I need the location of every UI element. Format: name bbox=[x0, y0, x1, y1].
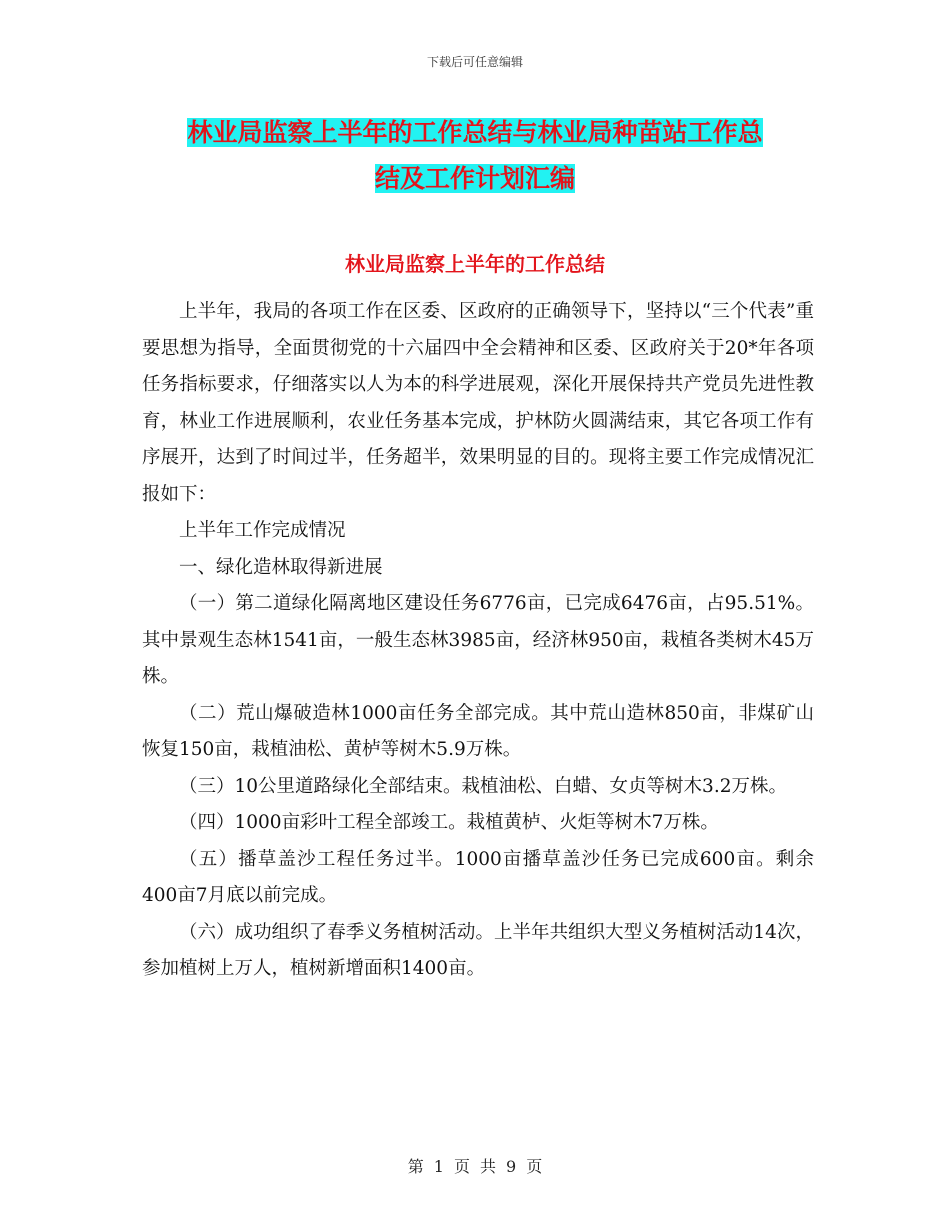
footer-word: 共 bbox=[480, 1157, 497, 1176]
paragraph: （一）第二道绿化隔离地区建设任务6776亩，已完成6476亩，占95.51%。其中景观生态林1541亩，一般生态林3985亩，经济林950亩，栽植各类树木45万株。 bbox=[142, 593, 814, 687]
document-body bbox=[142, 294, 814, 988]
section-title: 林业局监察上半年的工作总结 bbox=[345, 252, 605, 276]
footer-word: 页 bbox=[526, 1157, 543, 1176]
header-note: 下载后可任意编辑 bbox=[426, 55, 523, 69]
footer-word: 第 bbox=[407, 1157, 424, 1176]
footer-word: 页 bbox=[453, 1157, 470, 1176]
main-title-line-2: 结及工作计划汇编 bbox=[374, 164, 575, 193]
main-title-line-1: 林业局监察上半年的工作总结与林业局种苗站工作总 bbox=[187, 118, 763, 147]
paragraph: 一、绿化造林取得新进展 bbox=[179, 556, 383, 578]
page-footer bbox=[0, 1154, 950, 1177]
main-title bbox=[140, 110, 810, 202]
paragraph: 上半年，我局的各项工作在区委、区政府的正确领导下，坚持以“三个代表”重要思想为指导，全面贯彻党的十六届四中全会精神和区委、区政府关于20*年各项任务指标要求，仔细落实以人为本的科学进展观，深化开展保持共产党员先进性教育，林业工作进展顺利，农业任务基本完成，护林防火圆满结束，其它各项工作有序展开，达到了时间过半，任务超半，效果明显的目的。现将主要工作完成情况汇报如下： bbox=[142, 301, 814, 505]
paragraph: （二）荒山爆破造林1000亩任务全部完成。其中荒山造林850亩，非煤矿山恢复150亩，栽植油松、黄栌等树木5.9万株。 bbox=[142, 702, 814, 760]
paragraph: （五）播草盖沙工程任务过半。1000亩播草盖沙任务已完成600亩。剩余400亩7月底以前完成。 bbox=[142, 848, 814, 906]
paragraph: （四）1000亩彩叶工程全部竣工。栽植黄栌、火炬等树木7万株。 bbox=[179, 812, 719, 833]
page-total: 9 bbox=[506, 1157, 517, 1176]
paragraph: （三）10公里道路绿化全部结束。栽植油松、白蜡、女贞等树木3.2万株。 bbox=[179, 775, 787, 797]
page-number: 1 bbox=[433, 1157, 444, 1176]
paragraph: （六）成功组织了春季义务植树活动。上半年共组织大型义务植树活动14次，参加植树上万人，植树新增面积1400亩。 bbox=[142, 921, 814, 979]
paragraph: 上半年工作完成情况 bbox=[179, 520, 346, 541]
